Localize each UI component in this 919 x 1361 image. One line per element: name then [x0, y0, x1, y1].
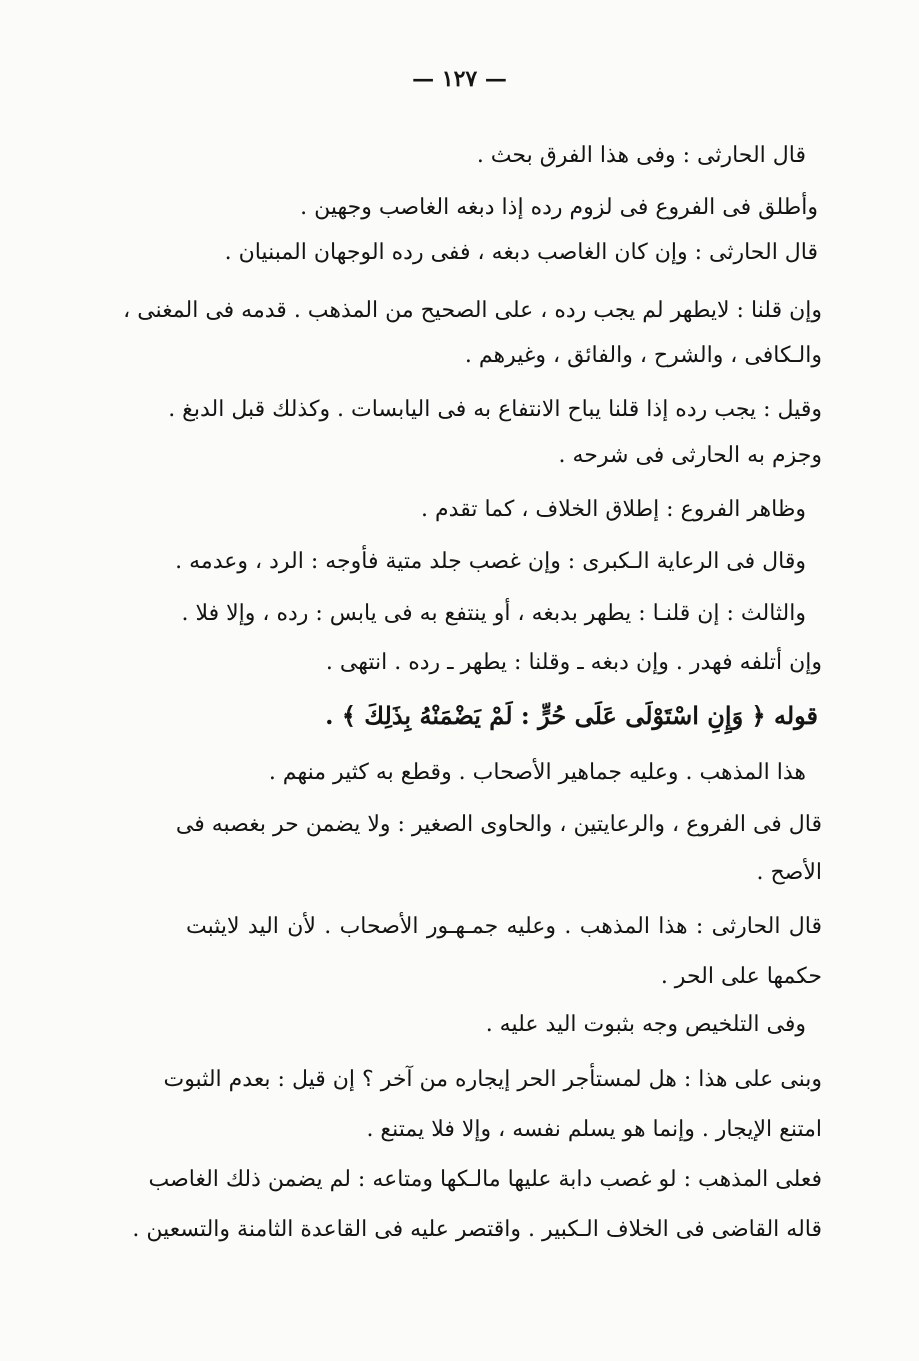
text-line: قال فى الفروع ، والرعايتين ، والحاوى الصغير : ولا يضمن حر بغصبه فى: [175, 812, 822, 837]
text-line: هذا المذهب . وعليه جماهير الأصحاب . وقطع به كثير منهم .: [268, 760, 806, 785]
text-line: حكمها على الحر .: [660, 964, 822, 989]
text-line: وإن أتلفه فهدر . وإن دبغه ـ وقلنا : يطهر ـ رده . انتهى .: [325, 650, 822, 675]
page-number: — ١٢٧ —: [412, 66, 507, 92]
text-line: والثالث : إن قلنـا : يطهر بدبغه ، أو ينتفع به فى يابس : رده ، وإلا فلا .: [181, 601, 806, 626]
quoted-heading: قوله ﴿ وَإِنِ اسْتَوْلَى عَلَى حُرٍّ : لَمْ يَضْمَنْهُ بِذَلِكَ ﴾ .: [325, 701, 818, 730]
text-line: قال الحارثى : وفى هذا الفرق بحث .: [476, 143, 806, 168]
text-line: الأصح .: [756, 860, 822, 885]
text-line: امتنع الإيجار . وإنما هو يسلم نفسه ، وإلا فلا يمتنع .: [366, 1117, 822, 1142]
text-line: قال الحارثى : وإن كان الغاصب دبغه ، ففى رده الوجهان المبنيان .: [224, 240, 818, 265]
text-line: وظاهر الفروع : إطلاق الخلاف ، كما تقدم .: [421, 497, 806, 522]
text-line: وقال فى الرعاية الـكبرى : وإن غصب جلد متية فأوجه : الرد ، وعدمه .: [175, 549, 806, 574]
text-line: قاله القاضى فى الخلاف الـكبير . واقتصر عليه فى القاعدة الثامنة والتسعين .: [132, 1217, 822, 1242]
text-line: قال الحارثى : هذا المذهب . وعليه جمـهـور الأصحاب . لأن اليد لايثبت: [186, 914, 822, 939]
text-line: وأطلق فى الفروع فى لزوم رده إذا دبغه الغاصب وجهين .: [300, 195, 818, 220]
text-line: فعلى المذهب : لو غصب دابة عليها مالـكها ومتاعه : لم يضمن ذلك الغاصب: [148, 1167, 822, 1192]
text-line: وبنى على هذا : هل لمستأجر الحر إيجاره من آخر ؟ إن قيل : بعدم الثبوت: [163, 1067, 822, 1092]
text-line: وقيل : يجب رده إذا قلنا يباح الانتفاع به فى اليابسات . وكذلك قبل الدبغ .: [168, 397, 822, 422]
text-line: والـكافى ، والشرح ، والفائق ، وغيرهم .: [464, 343, 822, 368]
text-line: وفى التلخيص وجه بثبوت اليد عليه .: [485, 1012, 806, 1037]
text-line: وجزم به الحارثى فى شرحه .: [558, 443, 822, 468]
text-line: وإن قلنا : لايطهر لم يجب رده ، على الصحيح من المذهب . قدمه فى المغنى ،: [123, 298, 822, 323]
